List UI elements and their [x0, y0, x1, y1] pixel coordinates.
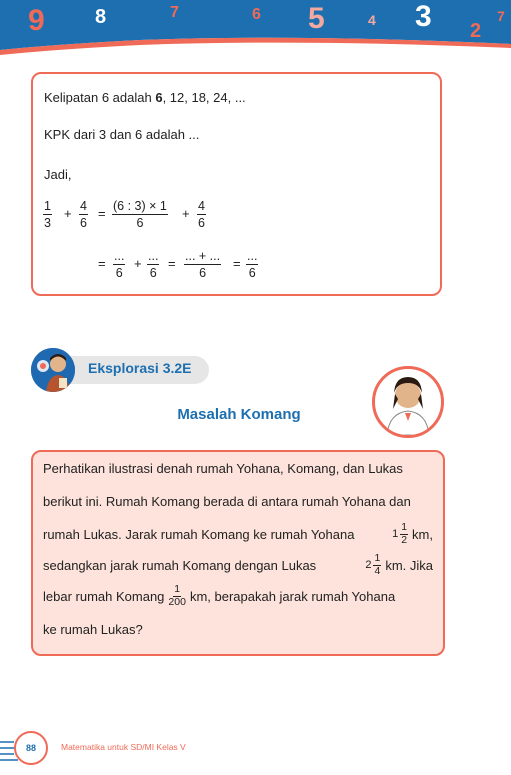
denominator: 6 — [248, 266, 256, 281]
plus-sign: + — [134, 256, 142, 271]
denominator: 6 — [149, 266, 157, 281]
fraction — [79, 199, 88, 231]
problem-title: Masalah Komang — [177, 406, 301, 423]
denominator: 6 — [115, 266, 123, 281]
header-digit: 7 — [497, 8, 505, 24]
problem-text: sedangkan jarak rumah Komang dengan Lukas — [43, 557, 317, 573]
fraction — [197, 199, 206, 231]
fraction — [147, 249, 159, 281]
numerator: ... — [147, 249, 159, 265]
problem-line — [43, 581, 433, 611]
numerator: ... — [113, 249, 125, 265]
denominator: 6 — [136, 216, 144, 231]
problem-line: ke rumah Lukas? — [43, 622, 143, 637]
denominator: 2 — [401, 533, 408, 546]
fraction — [113, 249, 125, 281]
header-digit: 4 — [368, 12, 376, 28]
problem-line — [43, 550, 433, 580]
header-digit: 3 — [415, 0, 432, 33]
header-digit: 2 — [470, 20, 482, 42]
multiples-text: Kelipatan 6 adalah — [44, 90, 152, 105]
numerator: 1 — [374, 552, 381, 565]
eksplorasi-label: Eksplorasi 3.2E — [88, 360, 192, 376]
fraction — [246, 249, 258, 281]
numerator: 4 — [197, 199, 206, 215]
header-digit: 7 — [170, 4, 179, 21]
numerator: 1 — [401, 521, 408, 534]
denominator: 200 — [168, 595, 186, 608]
denominator: 3 — [44, 216, 51, 231]
whole-number: 1 — [392, 528, 399, 540]
header-digit: 6 — [252, 6, 261, 23]
whole-number: 2 — [365, 559, 372, 571]
plus-sign: + — [64, 206, 72, 221]
equals-sign: = — [98, 206, 106, 221]
denominator: 4 — [374, 564, 381, 577]
book-title: Matematika untuk SD/MI Kelas V — [61, 742, 186, 752]
numerator: 4 — [79, 199, 88, 215]
fraction — [184, 249, 221, 281]
numerator: ... — [246, 249, 258, 265]
multiples-rest: , 12, 18, 24, ... — [162, 90, 246, 105]
problem-text: km, berapakah jarak rumah Yohana — [189, 588, 396, 604]
multiples-bold: 6 — [155, 90, 163, 105]
plus-sign: + — [182, 206, 190, 221]
header-digit: 5 — [308, 2, 325, 35]
equals-sign: = — [98, 256, 106, 271]
fraction — [400, 522, 408, 545]
fraction — [112, 199, 168, 231]
fraction — [373, 553, 381, 576]
multiples-line — [44, 90, 246, 105]
equals-sign: = — [233, 256, 241, 271]
numerator: 1 — [43, 199, 52, 215]
unit-text: km. Jika — [385, 557, 433, 573]
student-avatar-icon — [31, 348, 75, 392]
komang-avatar-icon — [372, 366, 444, 438]
kpk-line: KPK dari 3 dan 6 adalah ... — [44, 127, 200, 142]
denominator: 6 — [199, 266, 207, 281]
problem-line: berikut ini. Rumah Komang berada di antara rumah Yohana dan — [43, 494, 411, 509]
fraction — [43, 199, 52, 231]
problem-text: rumah Lukas. Jarak rumah Komang ke rumah Yohana — [43, 526, 355, 542]
unit-text: km, — [412, 526, 433, 542]
numerator: (6 : 3) × 1 — [112, 199, 168, 215]
mixed-number — [365, 553, 433, 576]
fraction — [168, 584, 186, 607]
header-digit: 9 — [28, 4, 45, 37]
header-band — [0, 0, 511, 60]
equals-sign: = — [168, 256, 176, 271]
numerator: 1 — [174, 583, 181, 596]
jadi-line: Jadi, — [44, 167, 72, 182]
problem-text: lebar rumah Komang — [43, 588, 165, 604]
denominator: 6 — [80, 216, 87, 231]
page-number: 88 — [14, 731, 48, 765]
problem-line: Perhatikan ilustrasi denah rumah Yohana, Komang, dan Lukas — [43, 461, 403, 476]
denominator: 6 — [198, 216, 205, 231]
mixed-number — [392, 522, 433, 545]
header-digit: 8 — [95, 6, 107, 28]
problem-line — [43, 519, 433, 549]
numerator: ... + ... — [184, 249, 221, 265]
